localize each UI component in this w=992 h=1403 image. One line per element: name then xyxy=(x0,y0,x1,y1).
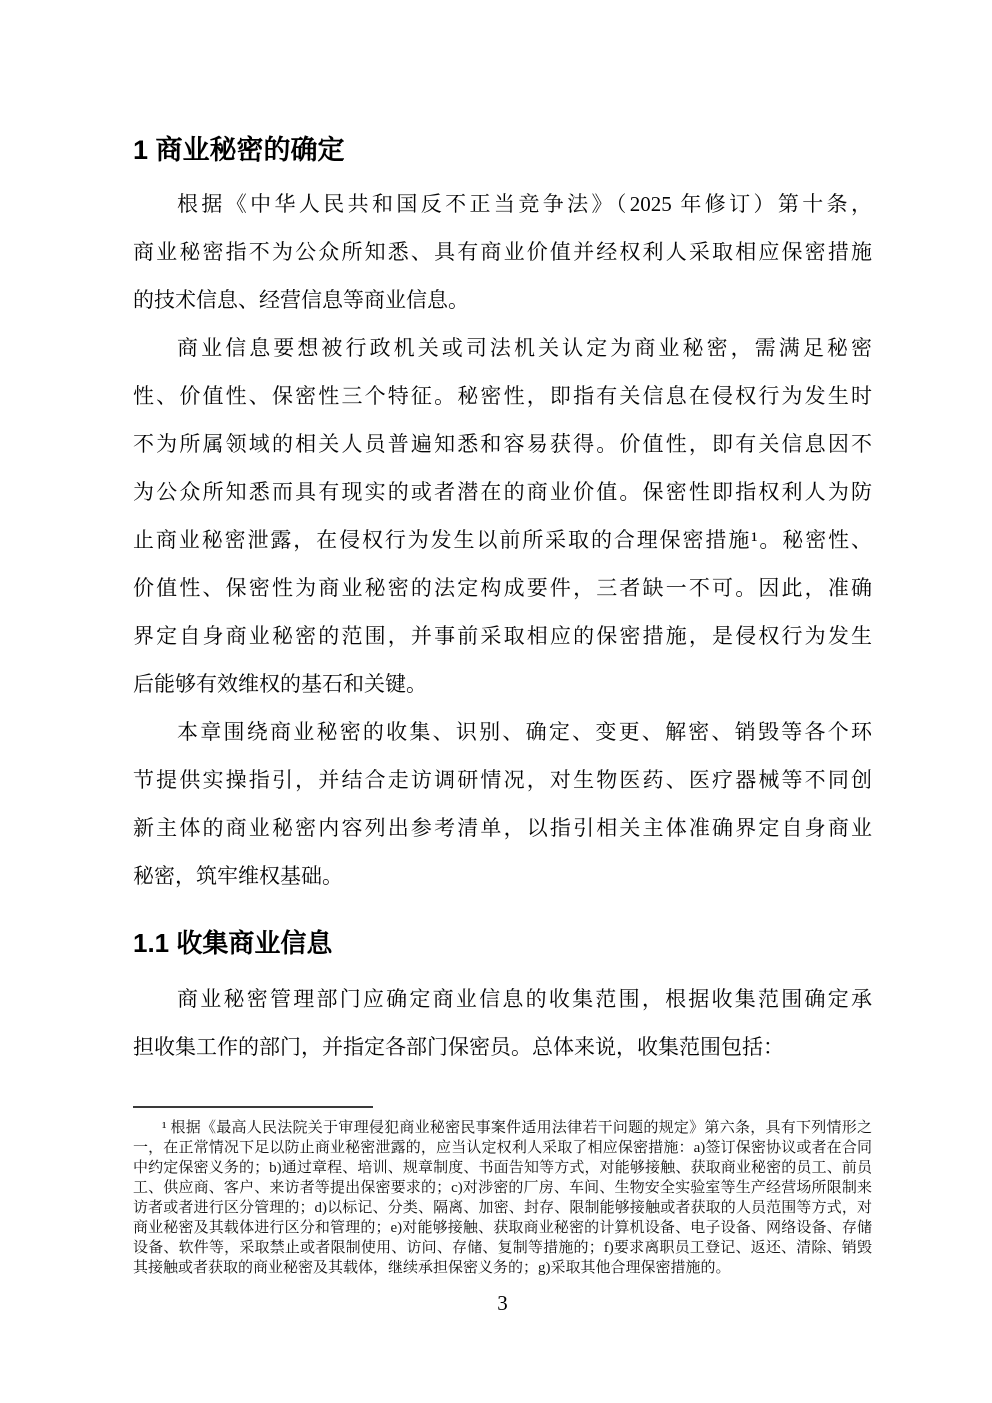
text-line: 其接触或者获取的商业秘密及其载体，继续承担保密义务的；g)采取其他合理保密措施的。 xyxy=(133,1260,731,1276)
text-line: 后能够有效维权的基石和关键。 xyxy=(133,672,427,696)
text-line: 中约定保密义务的；b)通过章程、培训、规章制度、书面告知等方式，对能够接触、获取商业秘密的员工、前员 xyxy=(133,1160,872,1176)
text-line: 止商业秘密泄露，在侵权行为发生以前所采取的合理保密措施¹。秘密性、 xyxy=(133,528,872,552)
section-heading: 1.1 收集商业信息 xyxy=(133,928,333,958)
text-line: 界定自身商业秘密的范围，并事前采取相应的保密措施，是侵权行为发生 xyxy=(133,624,872,648)
text-line: 价值性、保密性为商业秘密的法定构成要件，三者缺一不可。因此，准确 xyxy=(133,576,872,600)
text-line: 不为所属领域的相关人员普遍知悉和容易获得。价值性，即有关信息因不 xyxy=(133,432,872,456)
footnote xyxy=(133,1118,872,1278)
text-line: 为公众所知悉而具有现实的或者潜在的商业价值。保密性即指权利人为防 xyxy=(133,480,872,504)
text-line: 性、价值性、保密性三个特征。秘密性，即指有关信息在侵权行为发生时 xyxy=(133,384,872,408)
page-number: 3 xyxy=(497,1291,508,1315)
paragraph xyxy=(133,708,872,900)
text-line: ¹ 根据《最高人民法院关于审理侵犯商业秘密民事案件适用法律若干问题的规定》第六条，具有下列情形之 xyxy=(162,1120,872,1136)
text-line: 一，在正常情况下足以防止商业秘密泄露的，应当认定权利人采取了相应保密措施：a)签订保密协议或者在合同 xyxy=(133,1140,872,1156)
text-line: 商业秘密指不为公众所知悉、具有商业价值并经权利人采取相应保密措施 xyxy=(133,240,872,264)
paragraph xyxy=(133,324,872,708)
text-line: 根据《中华人民共和国反不正当竞争法》（2025 年修订）第十条， xyxy=(177,192,872,216)
chapter-heading: 1 商业秘密的确定 xyxy=(133,135,345,165)
body-text xyxy=(133,180,872,900)
text-line: 工、供应商、客户、来访者等提出保密要求的；c)对涉密的厂房、车间、生物安全实验室等生产经营场所限制来 xyxy=(133,1180,872,1196)
section-body-text xyxy=(133,975,872,1071)
text-line: 节提供实操指引，并结合走访调研情况，对生物医药、医疗器械等不同创 xyxy=(133,768,872,792)
text-line: 商业秘密管理部门应确定商业信息的收集范围，根据收集范围确定承 xyxy=(177,987,872,1011)
text-line: 访者或者进行区分管理的；d)以标记、分类、隔离、加密、封存、限制能够接触或者获取的人员范围等方式，对 xyxy=(133,1200,872,1216)
text-line: 担收集工作的部门，并指定各部门保密员。总体来说，收集范围包括： xyxy=(133,1035,784,1059)
text-line: 本章围绕商业秘密的收集、识别、确定、变更、解密、销毁等各个环 xyxy=(177,720,872,744)
text-line: 秘密，筑牢维权基础。 xyxy=(133,864,343,888)
text-line: 新主体的商业秘密内容列出参考清单，以指引相关主体准确界定自身商业 xyxy=(133,816,872,840)
text-line: 商业信息要想被行政机关或司法机关认定为商业秘密，需满足秘密 xyxy=(177,336,872,360)
text-line: 的技术信息、经营信息等商业信息。 xyxy=(133,288,469,312)
footnote-separator xyxy=(133,1106,373,1108)
paragraph xyxy=(133,975,872,1071)
page-content xyxy=(133,0,872,1314)
paragraph xyxy=(133,180,872,324)
text-line: 商业秘密及其载体进行区分和管理的；e)对能够接触、获取商业秘密的计算机设备、电子设备、网络设备、存储 xyxy=(133,1220,872,1236)
text-line: 设备、软件等，采取禁止或者限制使用、访问、存储、复制等措施的；f)要求离职员工登记、返还、清除、销毁 xyxy=(133,1240,872,1256)
